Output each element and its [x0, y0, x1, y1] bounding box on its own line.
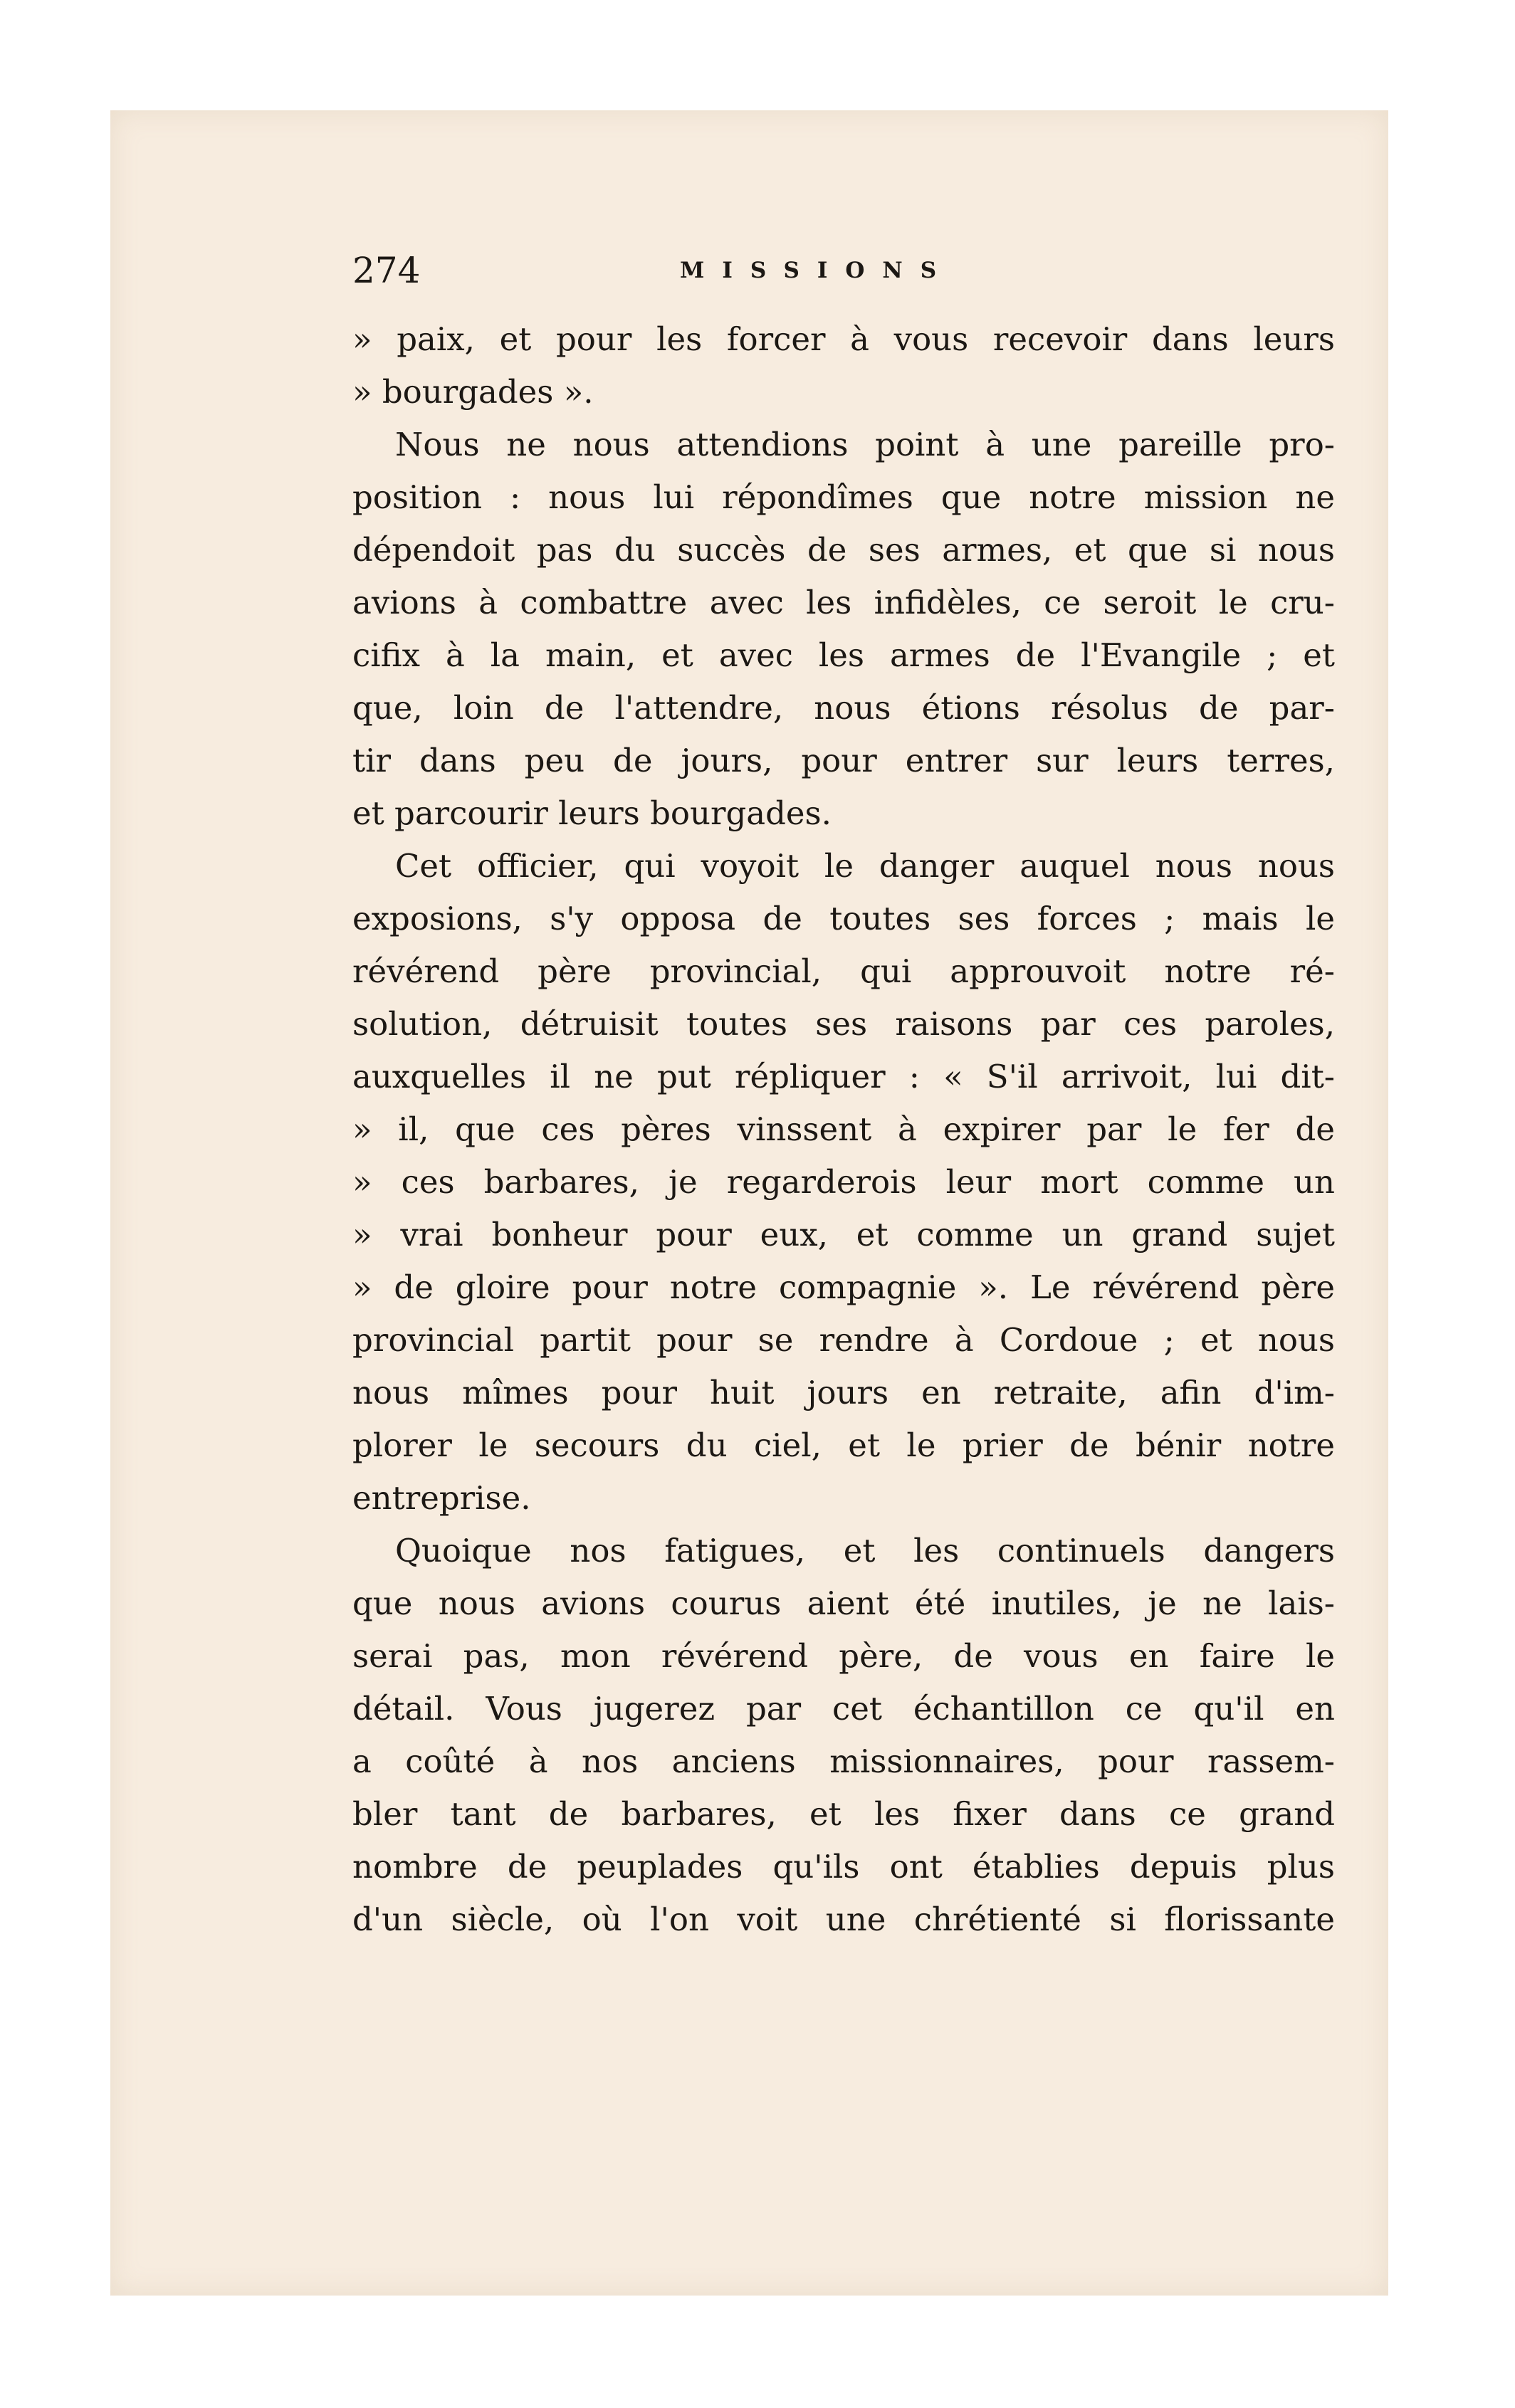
text-line: dépendoit pas du succès de ses armes, et que si nous — [352, 531, 1335, 569]
text-line: et parcourir leurs bourgades. — [352, 794, 832, 832]
body-text — [352, 313, 1335, 1946]
text-line: a coûté à nos anciens missionnaires, pour rassem- — [352, 1742, 1335, 1780]
text-line: » paix, et pour les forcer à vous recevoir dans leurs — [352, 320, 1335, 358]
text-line: bler tant de barbares, et les fixer dans ce grand — [352, 1795, 1335, 1833]
text-line: cifix à la main, et avec les armes de l'Evangile ; et — [352, 636, 1335, 674]
text-line: » de gloire pour notre compagnie ». Le révérend père — [352, 1268, 1335, 1306]
page-header — [352, 246, 1335, 295]
text-line: » vrai bonheur pour eux, et comme un grand sujet — [352, 1216, 1335, 1253]
text-line: nombre de peuplades qu'ils ont établies depuis plus — [352, 1848, 1335, 1886]
text-line: d'un siècle, où l'on voit une chrétienté si florissante — [352, 1900, 1335, 1938]
running-title: MISSIONS — [680, 258, 955, 283]
text-line: que nous avions courus aient été inutiles, je ne lais- — [352, 1584, 1335, 1622]
text-line: Quoique nos fatigues, et les continuels dangers — [395, 1532, 1335, 1570]
text-line: auxquelles il ne put répliquer : « S'il arrivoit, lui dit- — [352, 1058, 1335, 1095]
text-line: entreprise. — [352, 1479, 531, 1517]
text-line: Nous ne nous attendions point à une pareille pro- — [395, 426, 1335, 463]
text-line: Cet officier, qui voyoit le danger auquel nous nous — [395, 847, 1335, 885]
text-line: avions à combattre avec les infidèles, ce seroit le cru- — [352, 584, 1335, 621]
text-line: plorer le secours du ciel, et le prier de bénir notre — [352, 1426, 1335, 1464]
text-line: » il, que ces pères vinssent à expirer par le fer de — [352, 1110, 1335, 1148]
text-line: » ces barbares, je regarderois leur mort comme un — [352, 1163, 1335, 1201]
text-line: exposions, s'y opposa de toutes ses forces ; mais le — [352, 900, 1335, 937]
text-line: serai pas, mon révérend père, de vous en faire le — [352, 1637, 1335, 1675]
text-line: révérend père provincial, qui approuvoit notre ré- — [352, 952, 1335, 990]
text-line: détail. Vous jugerez par cet échantillon ce qu'il en — [352, 1690, 1335, 1728]
page-number: 274 — [352, 250, 421, 291]
text-line: provincial partit pour se rendre à Cordoue ; et nous — [352, 1321, 1335, 1359]
text-line: » bourgades ». — [352, 373, 594, 411]
text-line: solution, détruisit toutes ses raisons par ces paroles, — [352, 1005, 1335, 1043]
text-line: position : nous lui répondîmes que notre mission ne — [352, 478, 1335, 516]
text-line: nous mîmes pour huit jours en retraite, afin d'im- — [352, 1374, 1335, 1411]
text-line: que, loin de l'attendre, nous étions résolus de par- — [352, 689, 1335, 727]
text-line: tir dans peu de jours, pour entrer sur leurs terres, — [352, 742, 1335, 779]
